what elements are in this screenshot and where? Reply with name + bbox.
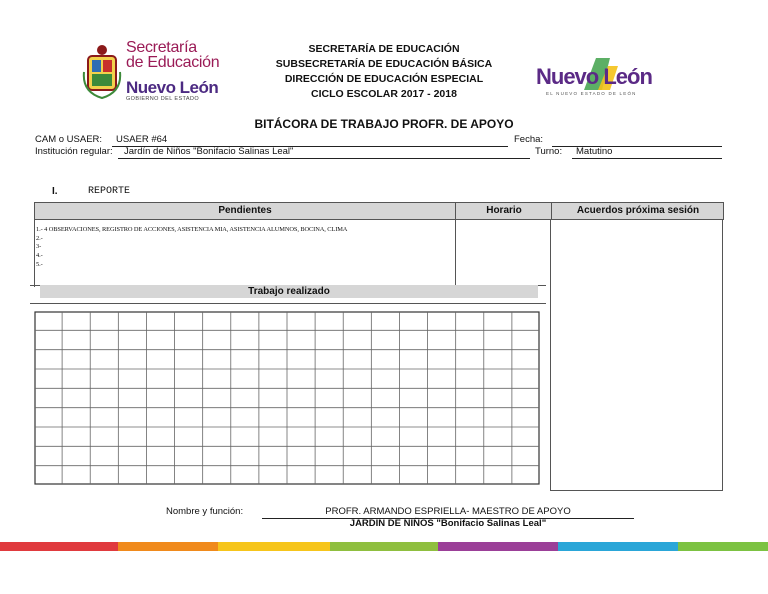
signature-label: Nombre y función:: [166, 506, 244, 517]
col-pendientes: Pendientes: [218, 205, 272, 216]
footer-band-purple: [438, 542, 558, 551]
header-line-4: CICLO ESCOLAR 2017 - 2018: [311, 88, 457, 100]
col-horario: Horario: [455, 203, 552, 219]
table-bottom-border: [550, 490, 723, 491]
footer-band-yellow: [218, 542, 330, 551]
header-line-3: DIRECCIÓN DE EDUCACIÓN ESPECIAL: [284, 73, 484, 85]
document-title: BITÁCORA DE TRABAJO PROFR. DE APOYO: [254, 117, 514, 131]
logo-secretaria-text: Secretaría de Educación: [126, 39, 220, 71]
fecha-label: Fecha:: [514, 134, 544, 145]
list-item: 5.-: [36, 260, 43, 268]
cam-label: CAM o USAER:: [35, 134, 103, 145]
cam-value: USAER #64: [116, 134, 168, 145]
signature-name: PROFR. ARMANDO ESPRIELLA- MAESTRO DE APOYO: [325, 506, 571, 517]
institucion-field[interactable]: [118, 146, 530, 159]
col-acuerdos: Acuerdos próxima sesión: [551, 203, 724, 219]
footer-band-green: [330, 542, 438, 551]
footer-band-orange: [118, 542, 218, 551]
institucion-value: Jardín de Niños "Bonifacio Salinas Leal": [124, 146, 294, 157]
logo-nuevo-leon-text: Nuevo León: [126, 78, 219, 97]
state-seal-icon: [82, 42, 122, 102]
right-logo-title: Nuevo León: [536, 64, 652, 89]
table-header-row: [34, 202, 724, 220]
turno-value: Matutino: [576, 146, 613, 157]
header-block: [234, 42, 534, 102]
table-left-border: [34, 219, 35, 287]
list-item: 4.-: [36, 252, 43, 260]
horario-divider: [455, 219, 456, 287]
table-right-border: [722, 219, 723, 491]
footer-band-blue: [558, 542, 678, 551]
turno-field[interactable]: [572, 146, 722, 159]
list-item: 2.-: [36, 234, 43, 242]
header-line-1: SECRETARÍA DE EDUCACIÓN: [308, 43, 460, 55]
right-logo-slogan: EL NUEVO ESTADO DE LEÓN: [546, 91, 637, 96]
trabajo-bottom-line: [30, 303, 546, 304]
footer-band-red: [0, 542, 118, 551]
trabajo-grid[interactable]: [34, 311, 540, 485]
footer-band-lightgreen: [678, 542, 768, 551]
acuerdos-divider: [550, 219, 551, 491]
list-item: 3-: [36, 243, 42, 251]
section-title: REPORTE: [88, 186, 131, 197]
institucion-label: Institución regular:: [35, 146, 113, 157]
header-line-2: SUBSECRETARÍA DE EDUCACIÓN BÁSICA: [275, 58, 493, 70]
trabajo-realizado-title: Trabajo realizado: [40, 285, 538, 298]
list-item: 1.- 4 OBSERVACIONES, REGISTRO DE ACCIONES, ASISTENCIA MIA, ASISTENCIA ALUMNOS, BOCINA, CLIMA: [36, 226, 348, 233]
turno-label: Turno:: [535, 146, 563, 157]
section-number: I.: [52, 186, 58, 197]
logo-gobierno-text: GOBIERNO DEL ESTADO: [126, 96, 200, 102]
signature-school: JARDIN DE NIÑOS "Bonifacio Salinas Leal": [349, 518, 547, 529]
pendientes-list: [36, 226, 454, 270]
